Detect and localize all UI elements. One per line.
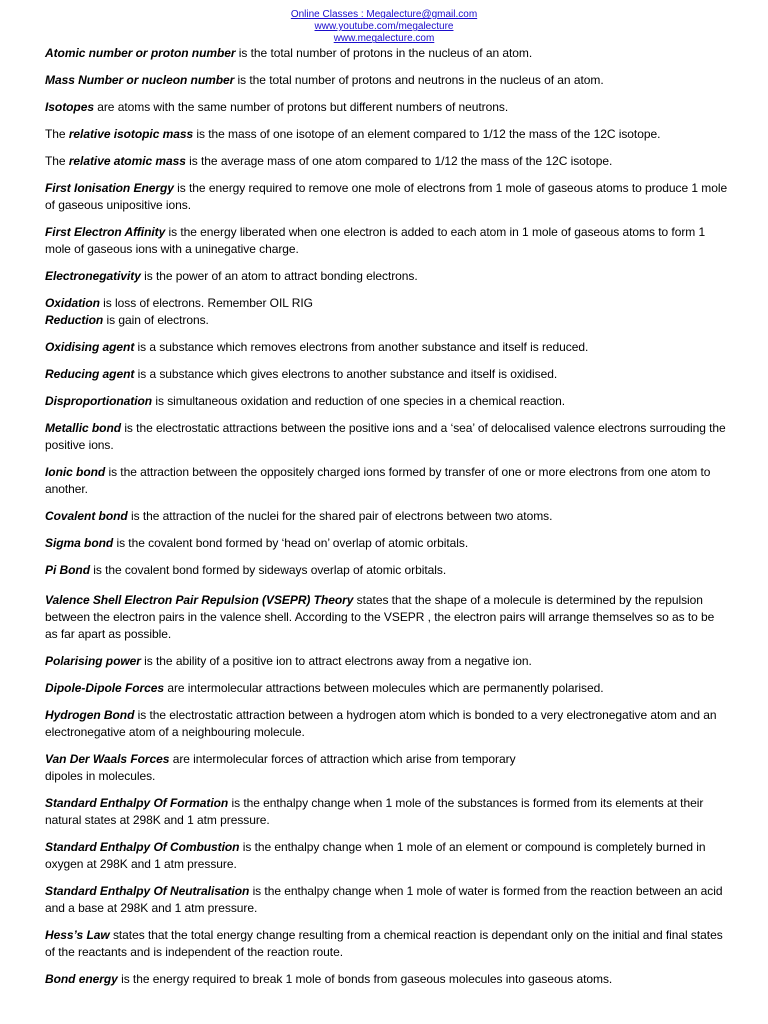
page-header	[0, 9, 768, 46]
definition-van-der-waals-forces: Van Der Waals Forces are intermolecular forces of attraction which arise from temporary dipoles in molecules.	[45, 752, 516, 783]
definition-pi-bond: Pi Bond is the covalent bond formed by sideways overlap of atomic orbitals.	[45, 563, 447, 577]
definition-disproportionation: Disproportionation is simultaneous oxidation and reduction of one species in a chemical reaction.	[45, 394, 566, 408]
definition-hydrogen-bond: Hydrogen Bond is the electrostatic attraction between a hydrogen atom which is bonded to a very electronegative atom and an electronegative atom of a neighbouring molecule.	[45, 708, 717, 739]
term: relative atomic mass	[68, 154, 186, 168]
term: Isotopes	[45, 100, 94, 114]
term: Oxidation	[45, 296, 100, 310]
definition-polarising-power: Polarising power is the ability of a positive ion to attract electrons away from a negative ion.	[45, 654, 532, 668]
definition-dipole-dipole-forces: Dipole-Dipole Forces are intermolecular attractions between molecules which are permanently polarised.	[45, 681, 604, 695]
definition-atomic-number: Atomic number or proton number is the total number of protons in the nucleus of an atom.	[45, 46, 533, 60]
definition-reduction: Reduction is gain of electrons.	[45, 313, 209, 327]
term: Oxidising agent	[45, 340, 135, 354]
definition-hess-law: Hess’s Law states that the total energy change resulting from a chemical reaction is dependant only on the initial and final states of the reactants and is independent of the reaction route.	[45, 928, 723, 959]
term: Hydrogen Bond	[45, 708, 135, 722]
term: Hess’s Law	[45, 928, 110, 942]
definition-electronegativity: Electronegativity is the power of an atom to attract bonding electrons.	[45, 269, 418, 283]
definition-covalent-bond: Covalent bond is the attraction of the nuclei for the shared pair of electrons between two atoms.	[45, 509, 553, 523]
definition-first-electron-affinity: First Electron Affinity is the energy liberated when one electron is added to each atom in 1 mole of gaseous atoms to form 1 mole of gaseous ions with a uninegative charge.	[45, 225, 706, 256]
definitions-list	[45, 45, 729, 988]
term: Sigma bond	[45, 536, 114, 550]
term: Atomic number or proton number	[45, 46, 236, 60]
definition-standard-enthalpy-formation: Standard Enthalpy Of Formation is the enthalpy change when 1 mole of the substances is formed from its elements at their natural states at 298K and 1 atm pressure.	[45, 796, 704, 827]
definition-standard-enthalpy-neutralisation: Standard Enthalpy Of Neutralisation is the enthalpy change when 1 mole of water is formed from the reaction between an acid and a base at 298K and 1 atm pressure.	[45, 884, 723, 915]
definition-isotopes: Isotopes are atoms with the same number of protons but different numbers of neutrons.	[45, 100, 509, 114]
definition-reducing-agent: Reducing agent is a substance which gives electrons to another substance and itself is oxidised.	[45, 367, 558, 381]
website-link[interactable]: www.megalecture.com	[333, 33, 435, 45]
term: Reducing agent	[45, 367, 135, 381]
definition-oxidation: Oxidation is loss of electrons. Remember OIL RIG	[45, 296, 313, 310]
term: Dipole-Dipole Forces	[45, 681, 165, 695]
email-link[interactable]: Online Classes : Megalecture@gmail.com	[290, 9, 478, 20]
definition-bond-energy: Bond energy is the energy required to break 1 mole of bonds from gaseous molecules into gaseous atoms.	[45, 972, 613, 986]
term: Standard Enthalpy Of Formation	[45, 796, 229, 810]
definition-sigma-bond: Sigma bond is the covalent bond formed by ‘head on’ overlap of atomic orbitals.	[45, 536, 469, 550]
term: Pi Bond	[45, 563, 90, 577]
definition-ionic-bond: Ionic bond is the attraction between the oppositely charged ions formed by transfer of one or more electrons from one atom to another.	[45, 465, 711, 496]
definition-first-ionisation-energy: First Ionisation Energy is the energy required to remove one mole of electrons from 1 mole of gaseous atoms to produce 1 mole of gaseous unipositive ions.	[45, 181, 728, 212]
term: Polarising power	[45, 654, 141, 668]
term: Mass Number or nucleon number	[45, 73, 235, 87]
definition-metallic-bond: Metallic bond is the electrostatic attractions between the positive ions and a ‘sea’ of delocalised valence electrons surrouding the positive ions.	[45, 421, 726, 452]
term: Ionic bond	[45, 465, 106, 479]
definition-mass-number: Mass Number or nucleon number is the total number of protons and neutrons in the nucleus of an atom.	[45, 73, 604, 87]
term: First Electron Affinity	[45, 225, 166, 239]
term: Van Der Waals Forces	[45, 752, 170, 766]
youtube-link[interactable]: www.youtube.com/megalecture	[314, 21, 454, 33]
term: Electronegativity	[45, 269, 141, 283]
term: Standard Enthalpy Of Neutralisation	[45, 884, 250, 898]
definition-vsepr-theory: Valence Shell Electron Pair Repulsion (VSEPR) Theory states that the shape of a molecule is determined by the repulsion between the electron pairs in the valence shell. According to the VSEPR , the electron pairs will arrange themselves so as to be as far apart as possible.	[45, 593, 715, 641]
term: Bond energy	[45, 972, 118, 986]
term: First Ionisation Energy	[45, 181, 174, 195]
term: Covalent bond	[45, 509, 128, 523]
term: Valence Shell Electron Pair Repulsion (VSEPR) Theory	[45, 593, 354, 607]
definition-relative-isotopic-mass: The relative isotopic mass is the mass of one isotope of an element compared to 1/12 the mass of the 12C isotope.	[45, 127, 661, 141]
term: relative isotopic mass	[68, 127, 194, 141]
definition-relative-atomic-mass: The relative atomic mass is the average mass of one atom compared to 1/12 the mass of the 12C isotope.	[45, 154, 613, 168]
definition-oxidising-agent: Oxidising agent is a substance which removes electrons from another substance and itself is reduced.	[45, 340, 589, 354]
definition-standard-enthalpy-combustion: Standard Enthalpy Of Combustion is the enthalpy change when 1 mole of an element or compound is completely burned in oxygen at 298K and 1 atm pressure.	[45, 840, 706, 871]
term: Standard Enthalpy Of Combustion	[45, 840, 240, 854]
term: Disproportionation	[45, 394, 153, 408]
term: Reduction	[45, 313, 104, 327]
term: Metallic bond	[45, 421, 122, 435]
